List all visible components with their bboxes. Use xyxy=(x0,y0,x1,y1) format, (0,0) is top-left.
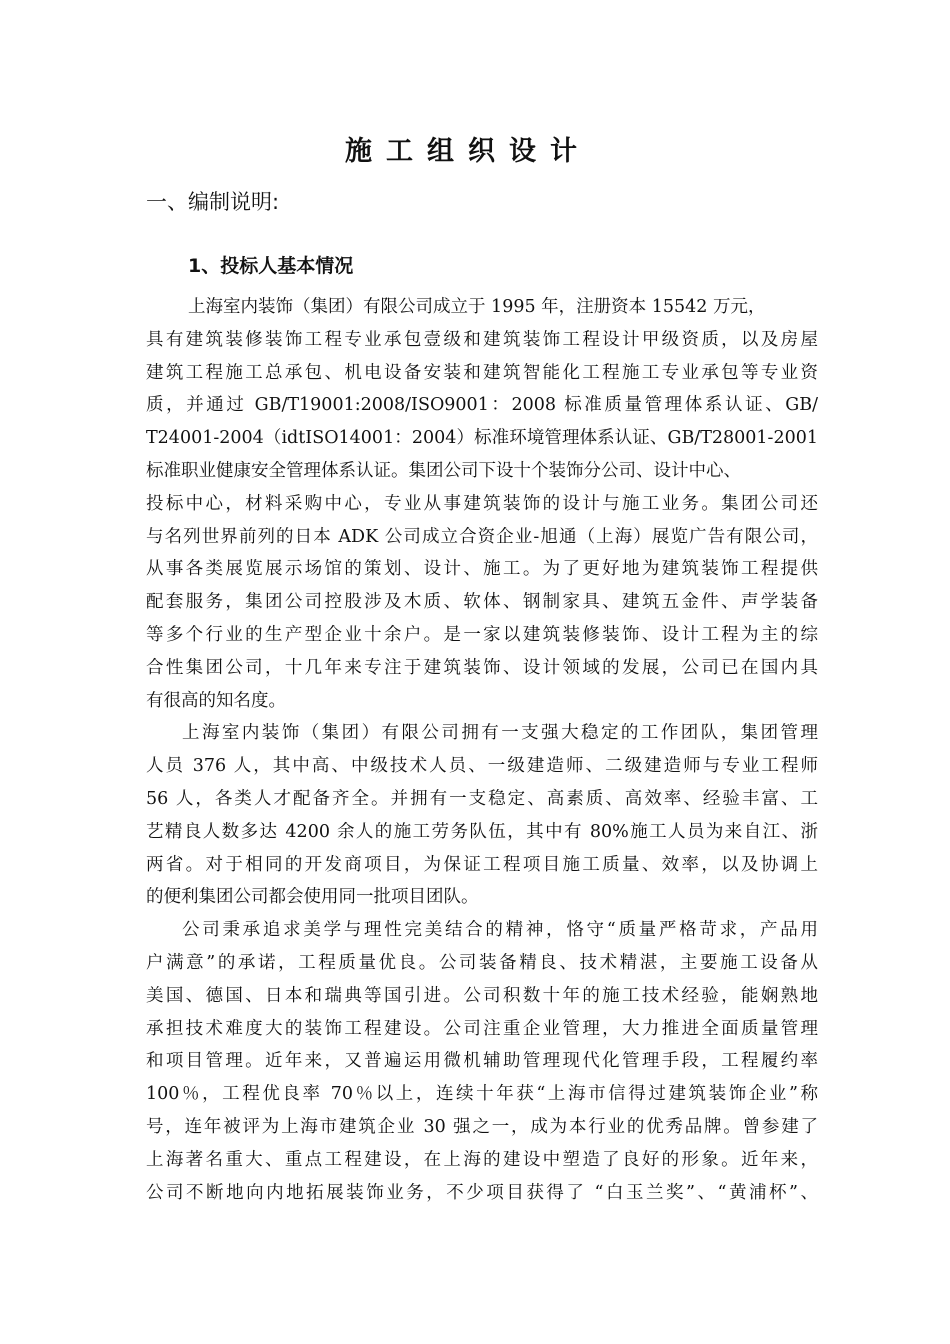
paragraph-line: 有很高的知名度。 xyxy=(146,690,286,711)
paragraph-line: T24001-2004（idtISO14001：2004）标准环境管理体系认证、GB/T28001-2001 xyxy=(146,428,818,449)
paragraph-line: 标准职业健康安全管理体系认证。集团公司下设十个装饰分公司、设计中心、 xyxy=(146,460,741,481)
paragraph-line: 与名列世界前列的日本 ADK 公司成立合资企业-旭通（上海）展览广告有限公司， xyxy=(146,526,818,547)
paragraph-line: 投标中心，材料采购中心，专业从事建筑装饰的设计与施工业务。集团公司还 xyxy=(146,493,818,514)
paragraph-line: 公司不断地向内地拓展装饰业务，不少项目获得了 “白玉兰奖”、“黄浦杯”、 xyxy=(146,1182,818,1203)
paragraph-line: 合性集团公司，十几年来专注于建筑装饰、设计领域的发展，公司已在国内具 xyxy=(146,657,818,678)
paragraph-line: 等多个行业的生产型企业十余户。是一家以建筑装修装饰、设计工程为主的综 xyxy=(146,624,818,645)
document-title: 施工组织设计 xyxy=(345,136,591,167)
paragraph-line: 配套服务，集团公司控股涉及木质、软体、钢制家具、建筑五金件、声学装备 xyxy=(146,592,818,613)
paragraph-line: 两省。对于相同的开发商项目，为保证工程项目施工质量、效率，以及协调上 xyxy=(146,854,818,875)
paragraph-line: 承担技术难度大的装饰工程建设。公司注重企业管理，大力推进全面质量管理 xyxy=(146,1018,818,1039)
paragraph-line: 质，并通过 GB/T19001:2008/ISO9001：2008 标准质量管理体系认证、GB/ xyxy=(146,395,818,416)
paragraph-line: 100％，工程优良率 70％以上，连续十年获“上海市信得过建筑装饰企业”称 xyxy=(146,1084,818,1105)
paragraph-line: 56 人，各类人才配备齐全。并拥有一支稳定、高素质、高效率、经验丰富、工 xyxy=(146,788,818,809)
paragraph-line: 的便利集团公司都会使用同一批项目团队。 xyxy=(146,887,479,908)
paragraph-line: 上海室内装饰（集团）有限公司拥有一支强大稳定的工作团队，集团管理 xyxy=(182,723,818,744)
paragraph-line: 从事各类展览展示场馆的策划、设计、施工。为了更好地为建筑装饰工程提供 xyxy=(146,559,818,580)
paragraph-line: 公司秉承追求美学与理性完美结合的精神，恪守“质量严格苛求，产品用 xyxy=(182,920,818,941)
subsection-heading: 1、投标人基本情况 xyxy=(188,255,354,277)
body-text xyxy=(146,291,818,1209)
section-heading: 一、编制说明: xyxy=(146,190,280,214)
paragraph-line: 上海著名重大、重点工程建设，在上海的建设中塑造了良好的形象。近年来， xyxy=(146,1149,818,1170)
paragraph-line: 美国、德国、日本和瑞典等国引进。公司积数十年的施工技术经验，能娴熟地 xyxy=(146,985,818,1006)
paragraph-line: 具有建筑装修装饰工程专业承包壹级和建筑装饰工程设计甲级资质，以及房屋 xyxy=(146,329,818,350)
paragraph-line: 和项目管理。近年来，又普遍运用微机辅助管理现代化管理手段，工程履约率 xyxy=(146,1051,818,1072)
paragraph-line: 艺精良人数多达 4200 余人的施工劳务队伍，其中有 80%施工人员为来自江、浙 xyxy=(146,821,818,842)
paragraph-line: 号，连年被评为上海市建筑企业 30 强之一，成为本行业的优秀品牌。曾参建了 xyxy=(146,1116,818,1137)
paragraph-line: 上海室内装饰（集团）有限公司成立于 1995 年，注册资本 15542 万元， xyxy=(188,297,766,317)
paragraph-line: 人员 376 人，其中高、中级技术人员、一级建造师、二级建造师与专业工程师 xyxy=(146,756,818,777)
paragraph-line: 户满意”的承诺，工程质量优良。公司装备精良、技术精湛，主要施工设备从 xyxy=(146,952,818,973)
paragraph-line: 建筑工程施工总承包、机电设备安装和建筑智能化工程施工专业承包等专业资 xyxy=(146,362,818,383)
